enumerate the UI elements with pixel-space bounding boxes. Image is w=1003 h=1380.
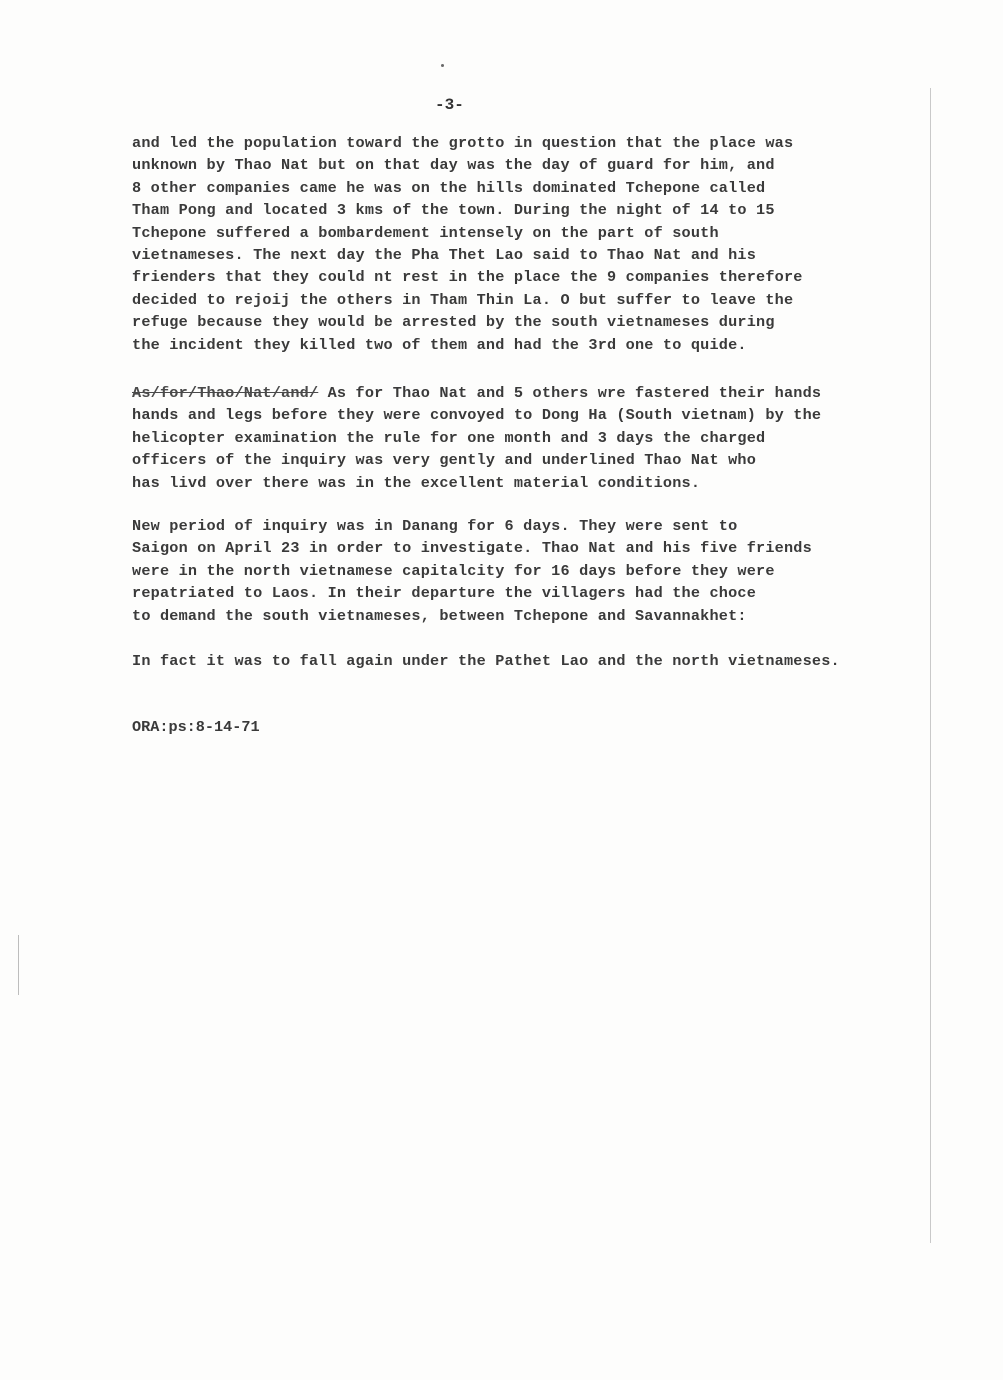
reference-code: ORA:ps:8-14-71 <box>132 718 260 736</box>
text-line: and led the population toward the grotto in question that the place was <box>132 134 794 152</box>
text-line: the incident they killed two of them and had the 3rd one to quide. <box>132 335 747 354</box>
text-line: unknown by Thao Nat but on that day was the day of guard for him, and <box>132 156 775 175</box>
paragraph-3 <box>132 515 912 627</box>
text-line: helicopter examination the rule for one month and 3 days the charged <box>132 428 766 447</box>
paragraph-4 <box>132 650 912 672</box>
scan-margin-mark <box>18 935 19 995</box>
scan-dot <box>441 64 444 67</box>
scan-edge-line <box>930 88 931 1243</box>
text-line: Tham Pong and located 3 kms of the town. During the night of 14 to 15 <box>132 201 775 220</box>
text-line: In fact it was to fall again under the Pathet Lao and the north vietnameses. <box>132 652 840 670</box>
text-line: 8 other companies came he was on the hills dominated Tchepone called <box>132 178 766 197</box>
struck-out-text: As/for/Thao/Nat/and/ <box>132 384 319 402</box>
text-line: hands and legs before they were convoyed to Dong Ha (South vietnam) by the <box>132 406 822 425</box>
text-line: were in the north vietnamese capitalcity for 16 days before they were <box>132 561 775 580</box>
text-line: frienders that they could nt rest in the place the 9 companies therefore <box>132 268 803 287</box>
text-line: to demand the south vietnameses, between Tchepone and Savannakhet: <box>132 606 747 625</box>
paragraph-1 <box>132 132 912 356</box>
paragraph-2 <box>132 382 912 494</box>
text-line: New period of inquiry was in Danang for 6 days. They were sent to <box>132 517 738 535</box>
text-line-continuation: As for Thao Nat and 5 others wre fastered their hands <box>327 384 822 402</box>
text-line: repatriated to Laos. In their departure the villagers had the choce <box>132 584 757 603</box>
text-line: decided to rejoij the others in Tham Thin La. O but suffer to leave the <box>132 290 794 309</box>
text-line: officers of the inquiry was very gently and underlined Thao Nat who <box>132 451 757 470</box>
text-line: Saigon on April 23 in order to investigate. Thao Nat and his five friends <box>132 539 812 558</box>
text-line: Tchepone suffered a bombardement intensely on the part of south <box>132 223 719 242</box>
text-line: has livd over there was in the excellent material conditions. <box>132 473 701 492</box>
text-line: vietnameses. The next day the Pha Thet Lao said to Thao Nat and his <box>132 245 757 264</box>
page-number: -3- <box>435 96 464 114</box>
text-line: refuge because they would be arrested by the south vietnameses during <box>132 313 775 332</box>
text-line-with-strikeout <box>132 382 912 404</box>
